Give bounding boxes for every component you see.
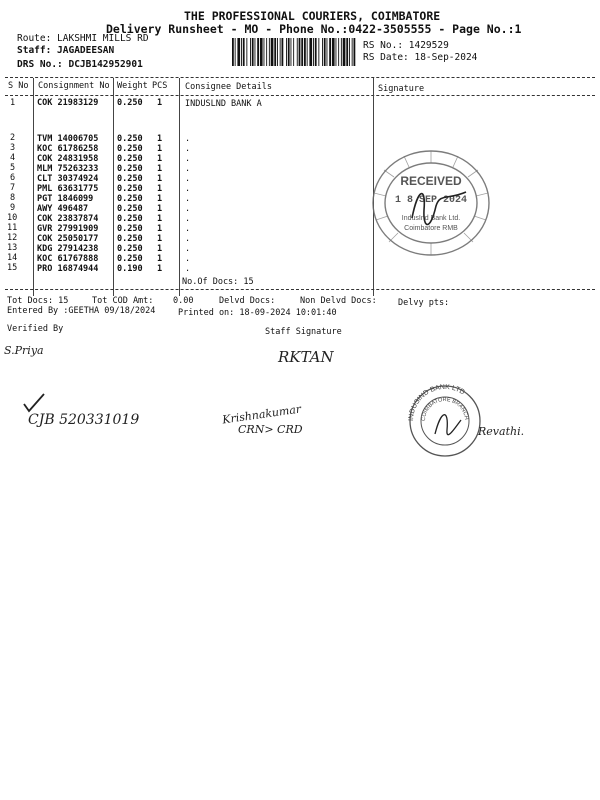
row-consignment: GVR 27991909 xyxy=(37,224,99,234)
delivery-points: Delvy pts: xyxy=(398,298,450,308)
row-consignee: . xyxy=(185,174,191,184)
received-stamp-text: RECEIVED xyxy=(400,174,462,188)
total-cod-label: Tot COD Amt: xyxy=(92,296,154,306)
row-weight: 0.250 xyxy=(117,174,143,184)
row-consignee: . xyxy=(185,224,191,234)
barcode-bar xyxy=(282,38,284,66)
row-consignee: . xyxy=(185,264,191,274)
header-consignee: Consignee Details xyxy=(185,82,272,92)
barcode-bar xyxy=(341,38,342,66)
row-pcs: 1 xyxy=(157,234,163,244)
row-consignment: COK 25050177 xyxy=(37,234,99,244)
row-consignment: AWY 496487 xyxy=(37,204,89,214)
rs-number: RS No.: 1429529 xyxy=(363,40,449,51)
row-sno: 8 xyxy=(10,193,16,203)
barcode-bar xyxy=(315,38,317,66)
verifier-signature: S.Priya xyxy=(4,344,44,357)
row-weight: 0.250 xyxy=(117,244,143,254)
barcode xyxy=(230,38,358,66)
barcode-bar xyxy=(274,38,276,66)
row-weight: 0.250 xyxy=(117,184,143,194)
row-consignment: COK 23837874 xyxy=(37,214,99,224)
handwritten-name: Krishnakumar xyxy=(221,402,302,427)
barcode-bar xyxy=(332,38,335,66)
row-sno: 13 xyxy=(7,243,18,253)
row-consignment: MLM 75263233 xyxy=(37,164,99,174)
row-pcs: 1 xyxy=(157,98,163,108)
barcode-bar xyxy=(346,38,348,66)
barcode-bar xyxy=(271,38,274,66)
received-stamp xyxy=(368,148,494,258)
row-weight: 0.190 xyxy=(117,264,143,274)
barcode-bar xyxy=(280,38,281,66)
header-consignment: Consignment No xyxy=(38,81,110,91)
row-sno: 7 xyxy=(10,183,16,193)
barcode-bar xyxy=(257,38,259,66)
cjb-handwritten-note: CJB 520331019 xyxy=(28,412,140,428)
col-divider xyxy=(179,78,180,296)
barcode-bar xyxy=(235,38,236,66)
received-stamp-date: 1 8 SEP 2024 xyxy=(394,195,468,206)
barcode-bar xyxy=(352,38,353,66)
non-delivered-docs: Non Delvd Docs: xyxy=(300,296,377,306)
table-header-rule xyxy=(5,95,595,96)
row-consignment: COK 21983129 xyxy=(37,98,99,108)
drs-number: DRS No.: DCJB142952901 xyxy=(17,59,143,70)
row-weight: 0.250 xyxy=(117,154,143,164)
row-weight: 0.250 xyxy=(117,134,143,144)
barcode-bar xyxy=(288,38,290,66)
row-pcs: 1 xyxy=(157,154,163,164)
header-pcs: PCS xyxy=(152,81,168,91)
row-consignment: COK 24831958 xyxy=(37,154,99,164)
row-weight: 0.250 xyxy=(117,214,143,224)
row-consignment: TVM 14006705 xyxy=(37,134,99,144)
received-stamp-line2: Coimbatore RMB xyxy=(404,225,458,232)
row-consignee: . xyxy=(185,194,191,204)
row-pcs: 1 xyxy=(157,244,163,254)
row-sno: 14 xyxy=(7,253,18,263)
row-consignment: KOC 61786258 xyxy=(37,144,99,154)
table-bottom-rule xyxy=(5,289,595,290)
header-weight: Weight xyxy=(117,81,148,91)
row-consignment: CLT 30374924 xyxy=(37,174,99,184)
col-divider xyxy=(33,78,34,296)
row-consignee: . xyxy=(185,244,191,254)
barcode-bar xyxy=(309,38,312,66)
row-consignee: . xyxy=(185,164,191,174)
barcode-bar xyxy=(243,38,245,66)
row-consignee: . xyxy=(185,204,191,214)
staff-signature: RKTAN xyxy=(278,348,334,366)
staff-label: Staff: JAGADEESAN xyxy=(17,45,115,56)
total-docs: Tot Docs: 15 xyxy=(7,296,69,306)
barcode-bar xyxy=(255,38,256,66)
handwritten-code: CRN> CRD xyxy=(238,423,303,436)
staff-signature-label: Staff Signature xyxy=(265,327,342,337)
total-cod-value: 0.00 xyxy=(173,296,194,306)
row-consignment: KOC 61767888 xyxy=(37,254,99,264)
row-consignee: . xyxy=(185,154,191,164)
barcode-bar xyxy=(250,38,251,66)
row-pcs: 1 xyxy=(157,164,163,174)
no-of-docs: No.Of Docs: 15 xyxy=(182,277,254,287)
runsheet-title: Delivery Runsheet - MO - Phone No.:0422-3505555 - Page No.:1 xyxy=(106,22,522,36)
row-consignment: PGT 1846099 xyxy=(37,194,94,204)
company-title: THE PROFESSIONAL COURIERS, COIMBATORE xyxy=(184,9,441,23)
svg-text:COIMBATORE BRANCH xyxy=(421,397,469,421)
barcode-bar xyxy=(246,38,247,66)
row-pcs: 1 xyxy=(157,134,163,144)
row-consignee: . xyxy=(185,134,191,144)
bank-stamp-inner-text: COIMBATORE BRANCH xyxy=(420,396,470,422)
barcode-bar xyxy=(322,38,323,66)
barcode-bar xyxy=(297,38,298,66)
barcode-bar xyxy=(299,38,301,66)
row-consignee: . xyxy=(185,144,191,154)
table-top-rule xyxy=(5,77,595,78)
row-weight: 0.250 xyxy=(117,98,143,108)
row-pcs: 1 xyxy=(157,184,163,194)
barcode-bar xyxy=(307,38,308,66)
row-weight: 0.250 xyxy=(117,194,143,204)
row-pcs: 1 xyxy=(157,204,163,214)
row-sno: 4 xyxy=(10,153,16,163)
bank-stamp-outer-text: INDUSIND BANK LTD xyxy=(407,384,466,422)
row-sno: 2 xyxy=(10,133,16,143)
header-signature: Signature xyxy=(378,84,425,94)
barcode-bar xyxy=(327,38,328,66)
row-sno: 6 xyxy=(10,173,16,183)
row-consignee: . xyxy=(185,184,191,194)
barcode-bar xyxy=(354,38,356,66)
row-consignment: PML 63631775 xyxy=(37,184,99,194)
barcode-bar xyxy=(301,38,303,66)
bank-round-stamp xyxy=(405,384,485,458)
barcode-bar xyxy=(304,38,306,66)
row-consignment: KDG 27914238 xyxy=(37,244,99,254)
row-pcs: 1 xyxy=(157,214,163,224)
row-consignee: . xyxy=(185,234,191,244)
row-sno: 15 xyxy=(7,263,18,273)
barcode-bar xyxy=(336,38,337,66)
row-weight: 0.250 xyxy=(117,254,143,264)
header-sno: S No xyxy=(8,81,29,91)
barcode-bar xyxy=(293,38,294,66)
barcode-bar xyxy=(291,38,292,66)
row-sno: 11 xyxy=(7,223,18,233)
barcode-bar xyxy=(266,38,267,66)
revathi-signature: Revathi. xyxy=(478,425,525,438)
row-weight: 0.250 xyxy=(117,204,143,214)
row-consignee: INDUSLND BANK A xyxy=(185,99,262,109)
row-weight: 0.250 xyxy=(117,234,143,244)
row-pcs: 1 xyxy=(157,254,163,264)
route-label: Route: LAKSHMI MILLS RD xyxy=(17,33,149,44)
barcode-bar xyxy=(232,38,234,66)
col-divider xyxy=(113,78,114,296)
barcode-bar xyxy=(329,38,331,66)
rs-date: RS Date: 18-Sep-2024 xyxy=(363,52,478,63)
row-pcs: 1 xyxy=(157,144,163,154)
checkmark-icon xyxy=(22,392,48,414)
barcode-bar xyxy=(313,38,314,66)
row-weight: 0.250 xyxy=(117,144,143,154)
barcode-bar xyxy=(324,38,326,66)
row-consignee: . xyxy=(185,254,191,264)
row-sno: 3 xyxy=(10,143,16,153)
barcode-bar xyxy=(343,38,346,66)
row-pcs: 1 xyxy=(157,264,163,274)
barcode-bar xyxy=(349,38,350,66)
row-weight: 0.250 xyxy=(117,164,143,174)
row-consignment: PRO 16874944 xyxy=(37,264,99,274)
row-sno: 12 xyxy=(7,233,18,243)
barcode-bar xyxy=(269,38,270,66)
row-sno: 10 xyxy=(7,213,18,223)
row-pcs: 1 xyxy=(157,174,163,184)
row-sno: 9 xyxy=(10,203,16,213)
barcode-bar xyxy=(264,38,265,66)
row-consignee: . xyxy=(185,214,191,224)
barcode-bar xyxy=(338,38,339,66)
barcode-bar xyxy=(277,38,278,66)
row-pcs: 1 xyxy=(157,194,163,204)
barcode-bar xyxy=(237,38,240,66)
entered-by: Entered By :GEETHA 09/18/2024 xyxy=(7,306,156,316)
received-stamp-line1: IndusInd Bank Ltd. xyxy=(401,215,461,222)
printed-on: Printed on: 18-09-2024 10:01:40 xyxy=(178,308,337,318)
barcode-bar xyxy=(260,38,263,66)
barcode-bar xyxy=(241,38,242,66)
barcode-bar xyxy=(286,38,287,66)
barcode-bar xyxy=(252,38,254,66)
verified-by-label: Verified By xyxy=(7,324,64,334)
barcode-bar xyxy=(318,38,319,66)
row-weight: 0.250 xyxy=(117,224,143,234)
row-sno: 1 xyxy=(10,98,16,108)
row-pcs: 1 xyxy=(157,224,163,234)
delivered-docs: Delvd Docs: xyxy=(219,296,276,306)
row-sno: 5 xyxy=(10,163,16,173)
